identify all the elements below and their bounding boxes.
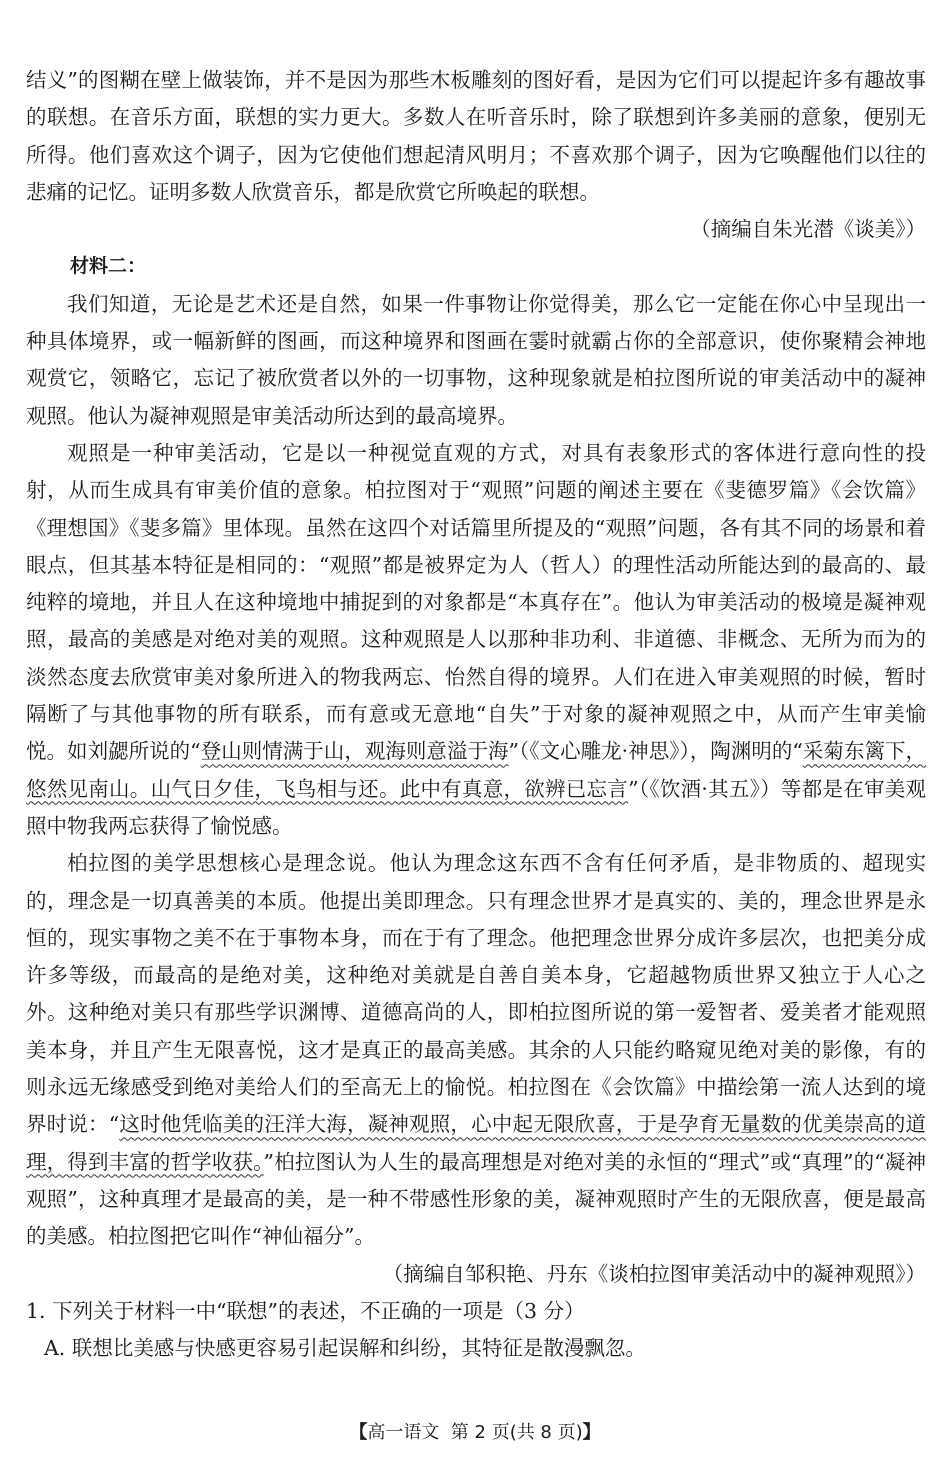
material1-tail-paragraph: 结义”的图糊在壁上做装饰，并不是因为那些木板雕刻的图好看，是因为它们可以提起许多有趣故事的联想。在音乐方面，联想的实力更大。多数人在听音乐时，除了联想到许多美丽的意象，便别无所得。他们喜欢这个调子，因为它使他们想起清风明月；不喜欢那个调子，因为它唤醒他们以往的悲痛的记忆。证明多数人欣赏音乐，都是欣赏它所唤起的联想。	[26, 68, 926, 204]
footer-page-info: 第 2 页(共 8 页)	[450, 1422, 583, 1443]
footer-left-bracket: 【	[349, 1422, 368, 1443]
quote-liuxie-wavy: 登山则情满于山，观海则意溢于海	[200, 739, 509, 764]
page-footer	[0, 1418, 950, 1444]
question-1-stem: 1. 下列关于材料一中“联想”的表述，不正确的一项是（3 分）	[26, 1298, 585, 1323]
material2-source: （摘编自邹积艳、丹东《谈柏拉图审美活动中的凝神观照》）	[382, 1261, 926, 1286]
footer-subject: 高一语文	[367, 1422, 440, 1443]
footer-right-bracket: 】	[582, 1422, 601, 1443]
material2-paragraph-2	[26, 435, 926, 845]
question-1-option-a: A. 联想比美感与快感更容易引起误解和纠纷，其特征是散漫飘忽。	[44, 1336, 646, 1361]
material2-paragraph-1: 我们知道，无论是艺术还是自然，如果一件事物让你觉得美，那么它一定能在你心中呈现出一种具体境界，或一幅新鲜的图画，而这种境界和图画在霎时就霸占你的全部意识，使你聚精会神地观赏它，领略它，忘记了被欣赏者以外的一切事物，这种现象就是柏拉图所说的审美活动中的凝神观照。他认为凝神观照是审美活动所达到的最高境界。	[26, 291, 926, 428]
material2-heading: 材料二：	[70, 255, 147, 278]
paragraph-2-text-b: ”（《文心雕龙·神思》），陶渊明的“	[508, 739, 803, 764]
paragraph-2-text-c: ”（《饮酒·其五》）等都是在审美观照中物我两忘获得了愉悦感。	[26, 776, 927, 838]
paragraph-3-text-a: 柏拉图的美学思想核心是理念说。他认为理念这东西不含有任何矛盾，是非物质的、超现实的，理念是一切真善美的本质。他提出美即理念。只有理念世界才是真实的、美的，理念世界是永恒的，现实事物之美不在于事物本身，而在于有了理念。他把理念世界分成许多层次，也把美分成许多等级，而最高的是绝对美，这种绝对美就是自善自美本身，它超越物质世界又独立于人心之外。这种绝对美只有那些学识渊博、道德高尚的人，即柏拉图所说的第一爱智者、爱美者才能观照美本身，并且产生无限喜悦，这才是真正的最高美感。其余的人只能约略窥见绝对美的影像，有的则永远无缘感受到绝对美给人们的至高无上的愉悦。柏拉图在《会饮篇》中描绘第一流人达到的境界时说：“	[26, 851, 926, 1137]
quote-taoyuanming-wavy: 采菊东篱下，悠然见南山。山气日夕佳，飞鸟相与还。此中有真意，欲辨已忘言	[26, 739, 927, 801]
paragraph-3-text-b: ”柏拉图认为人生的最高理想是对绝对美的永恒的“理式”或“真理”的“凝神观照”，这种真理才是最高的美，是一种不带感性形象的美，凝神观照时产生的无限欣喜，便是最高的美感。柏拉图把它叫作“神仙福分”。	[26, 1149, 926, 1249]
paragraph-2-text-a: 观照是一种审美活动，它是以一种视觉直观的方式，对具有表象形式的客体进行意向性的投射，从而生成具有审美价值的意象。柏拉图对于“观照”问题的阐述主要在《斐德罗篇》《会饮篇》《理想国》《斐多篇》里体现。虽然在这四个对话篇里所提及的“观照”问题，各有其不同的场景和着眼点，但其基本特征是相同的：“观照”都是被界定为人（哲人）的理性活动所能达到的最高的、最纯粹的境地，并且人在这种境地中捕捉到的对象都是“本真存在”。他认为审美活动的极境是凝神观照，最高的美感是对绝对美的观照。这种观照是人以那种非功利、非道德、非概念、无所为而为的淡然态度去欣赏审美对象所进入的物我两忘、怡然自得的境界。人们在进入审美观照的时候，暂时隔断了与其他事物的所有联系，而有意或无意地“自失”于对象的凝神观照之中，从而产生审美愉悦。如刘勰所说的“	[26, 440, 926, 764]
material1-source: （摘编自朱光潜《谈美》）	[690, 217, 926, 242]
quote-symposium-wavy: 这时他凭临美的汪洋大海，凝神观照，心中起无限欣喜，于是孕育无量数的优美崇高的道理，得到丰富的哲学收获。	[26, 1112, 927, 1174]
material2-paragraph-3	[26, 845, 926, 1255]
page-content	[26, 62, 926, 1367]
